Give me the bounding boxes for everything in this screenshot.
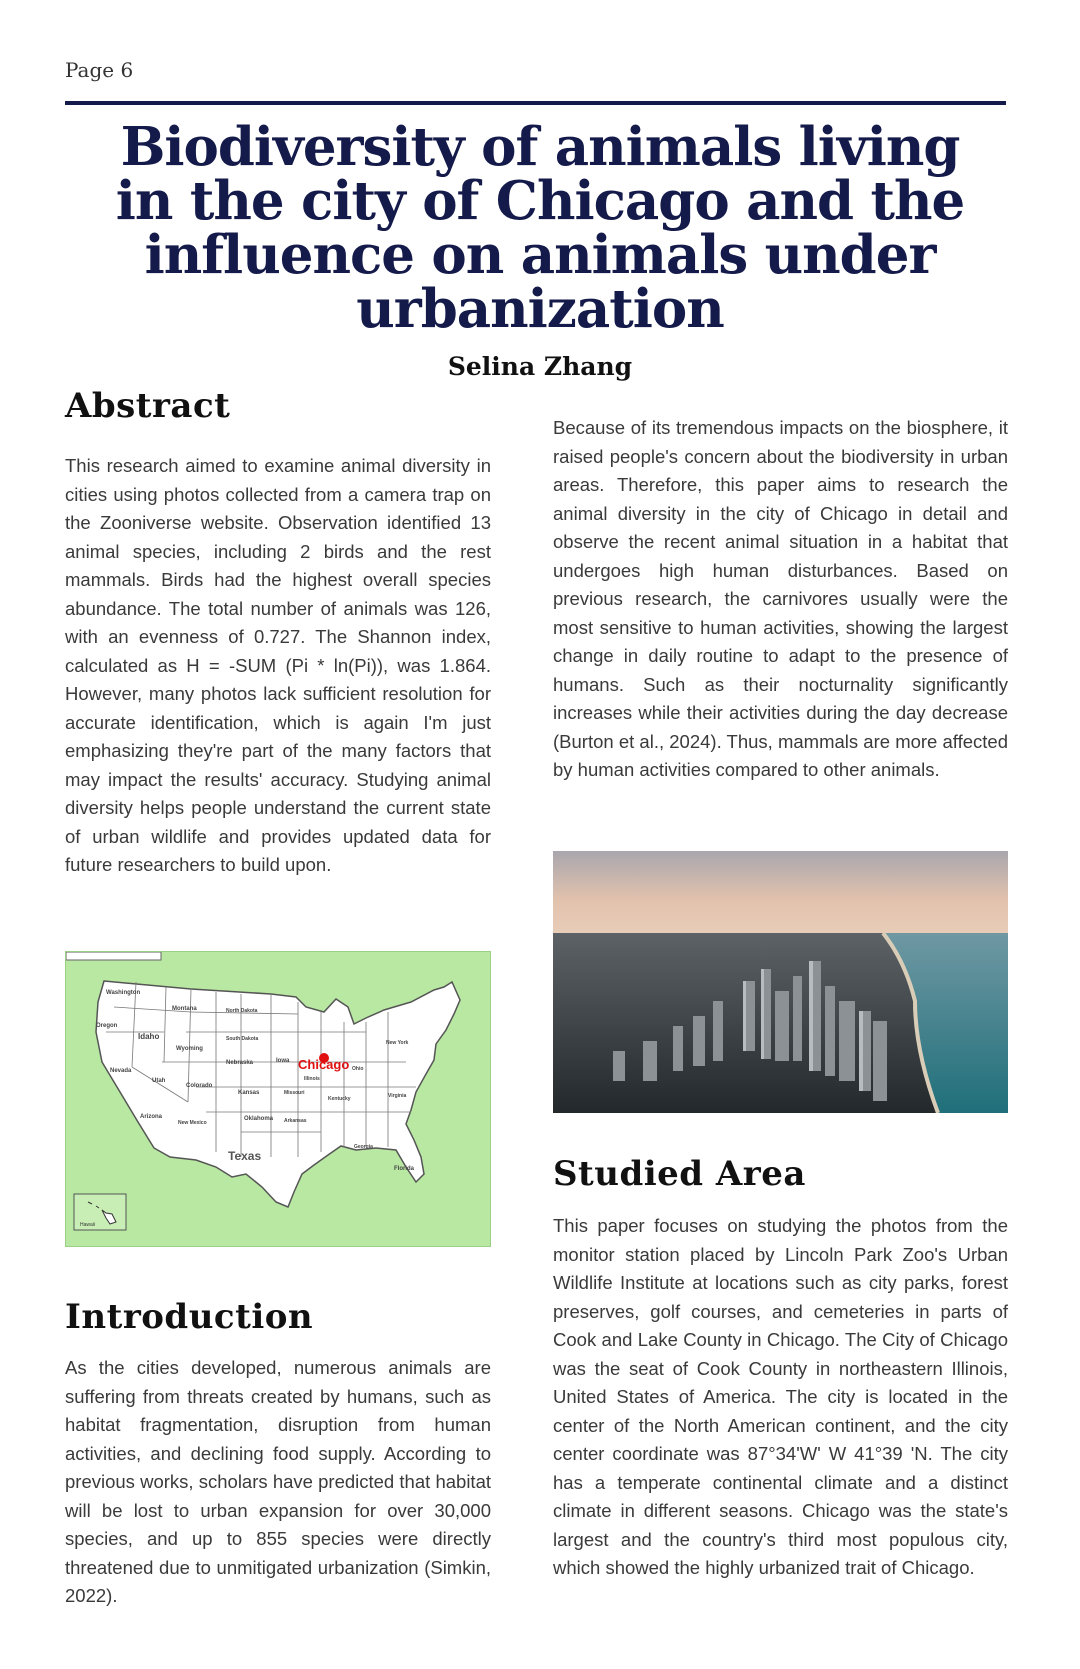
introduction-heading: Introduction [65, 1297, 314, 1337]
map-label-montana: Montana [172, 1006, 197, 1012]
map-label-new-york: New York [386, 1040, 409, 1046]
map-label-wyoming: Wyoming [176, 1046, 203, 1052]
studied-area-text: This paper focuses on studying the photos from the monitor station placed by Lincoln Park Zoo's Urban Wildlife Institute at locations such as city parks, forest preserves, golf courses, and cemeteries in parts of Cook and Lake County in Chicago. The City of Chicago was the seat of Cook County in northeastern Illinois, United States of America. The city is located in the center of the North American continent, and the city center coordinate was 87°34'W' W 41°39 'N. The city has a temperate continental climate and a distinct climate in different seasons. Chicago was the state's largest and the country's third most populous city, which showed the highly urbanized trait of Chicago. [553, 1215, 1008, 1578]
map-label-arkansas: Arkansas [284, 1118, 307, 1124]
map-label-new-mexico: New Mexico [178, 1120, 207, 1126]
studied-area-heading: Studied Area [553, 1154, 806, 1194]
map-label-georgia: Georgia [354, 1144, 373, 1150]
map-label-hawaii: Hawaii [80, 1222, 96, 1228]
abstract-text: This research aimed to examine animal diversity in cities using photos collected from a camera trap on the Zooniverse website. Observation identified 13 animal species, including 2 birds and the rest mammals. Birds had the highest overall species abundance. The total number of animals was 126, with an evenness of 0.727. The Shannon index, calculated as H = -SUM (Pi * ln(Pi)), was 1.864. However, many photos lack sufficient resolution for accurate identification, which is again I'm just emphasizing they're part of the many factors that may impact the results' accuracy. Studying animal diversity helps people understand the current state of urban wildlife and provides updated data for future researchers to build upon. [65, 455, 491, 875]
map-label-virginia: Virginia [388, 1093, 407, 1099]
map-label-kentucky: Kentucky [328, 1096, 351, 1102]
map-label-washington: Washington [106, 990, 141, 996]
page-number: Page 6 [65, 58, 134, 82]
map-label-texas: Texas [228, 1149, 262, 1163]
map-label-illinois: Illinois [304, 1076, 320, 1082]
map-label-utah: Utah [152, 1078, 166, 1084]
map-label-arizona: Arizona [140, 1114, 163, 1120]
map-label-missouri: Missouri [284, 1090, 305, 1096]
intro-continued-text: Because of its tremendous impacts on the biosphere, it raised people's concern about the biodiversity in urban areas. Therefore, this paper aims to research the animal diversity in the city of Chicago in detail and observe the recent animal situation in a habitat that undergoes high human disturbances. Based on previous research, the carnivores usually were the most sensitive to human activities, showing the largest change in daily routine to adapt to the presence of humans. Such as their nocturnality significantly increases while their activities during the day decrease (Burton et al., 2024). Thus, mammals are more affected by human activities compared to other animals. [553, 417, 1008, 780]
map-label-nebraska: Nebraska [226, 1060, 254, 1066]
map-label-north-dakota: North Dakota [226, 1008, 258, 1014]
introduction-text: As the cities developed, numerous animals are suffering from threats created by humans, such as habitat fragmentation, disruption from human activities, and declining food supply. According to previous works, scholars have predicted that habitat will be lost to urban expansion for over 30,000 species, and up to 855 species were directly threatened due to unmitigated urbanization (Simkin, 2022). [65, 1357, 491, 1606]
aerial-city-photo [553, 851, 1008, 1113]
map-label-oregon: Oregon [96, 1023, 118, 1029]
map-label-florida: Florida [394, 1166, 415, 1172]
map-label-idaho: Idaho [138, 1032, 160, 1041]
map-label-south-dakota: South Dakota [226, 1036, 259, 1042]
us-map-figure [65, 951, 491, 1247]
paper-title: Biodiversity of animals living in the city of Chicago and the influence on animals under urbanization [115, 116, 965, 340]
map-label-ohio: Ohio [352, 1066, 364, 1072]
chicago-map-label: Chicago [298, 1057, 350, 1072]
map-label-kansas: Kansas [238, 1090, 260, 1096]
map-label-iowa: Iowa [276, 1058, 290, 1064]
author-name: Selina Zhang [447, 352, 633, 381]
map-label-oklahoma: Oklahoma [244, 1116, 274, 1122]
map-label-nevada: Nevada [110, 1068, 132, 1074]
header-rule [65, 101, 1006, 105]
abstract-heading: Abstract [65, 386, 231, 426]
map-label-colorado: Colorado [186, 1083, 213, 1089]
